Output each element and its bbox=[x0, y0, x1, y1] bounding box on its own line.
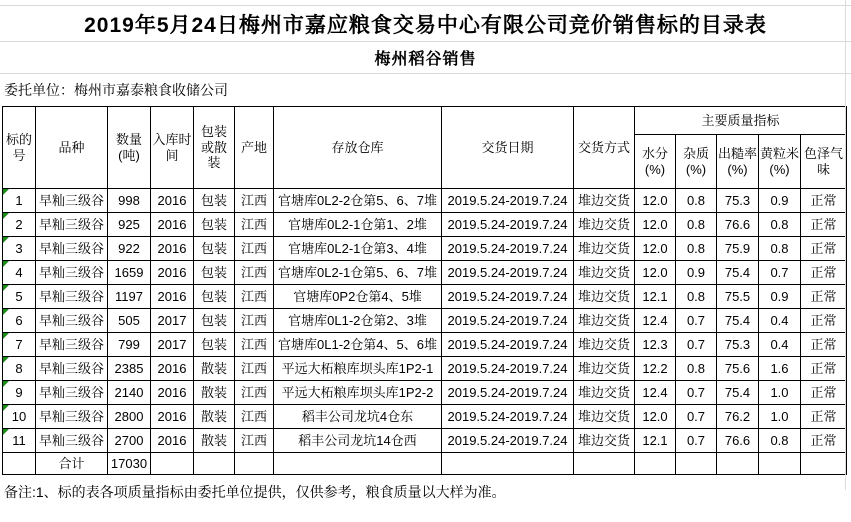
table-row bbox=[3, 237, 847, 261]
col-header-brown-rice-rate: 出糙率(%) bbox=[717, 135, 759, 189]
cell-origin: 江西 bbox=[235, 429, 274, 453]
cell-origin: 江西 bbox=[235, 381, 274, 405]
cell-total-empty bbox=[759, 453, 801, 475]
total-quantity: 17030 bbox=[108, 453, 151, 475]
cell-bid-no: 2 bbox=[3, 213, 36, 237]
cell-quantity-tons: 1197 bbox=[108, 285, 151, 309]
cell-storage-date: 2016 bbox=[151, 285, 194, 309]
cell-warehouse: 稻丰公司龙坑4仓东 bbox=[274, 405, 442, 429]
cell-origin: 江西 bbox=[235, 189, 274, 213]
cell-origin: 江西 bbox=[235, 405, 274, 429]
cell-yellow-grain: 1.0 bbox=[759, 381, 801, 405]
cell-origin: 江西 bbox=[235, 357, 274, 381]
cell-variety: 早籼三级谷 bbox=[36, 429, 108, 453]
cell-impurity: 0.7 bbox=[676, 333, 717, 357]
cell-storage-date: 2016 bbox=[151, 213, 194, 237]
cell-delivery-method: 堆边交货 bbox=[574, 357, 635, 381]
cell-yellow-grain: 0.4 bbox=[759, 309, 801, 333]
col-header-yellow-grain: 黄粒米(%) bbox=[759, 135, 801, 189]
cell-warehouse: 官塘库0P2仓第4、5堆 bbox=[274, 285, 442, 309]
cell-impurity: 0.7 bbox=[676, 381, 717, 405]
cell-packing: 散装 bbox=[194, 357, 235, 381]
col-header-warehouse: 存放仓库 bbox=[274, 107, 442, 189]
col-header-variety: 品种 bbox=[36, 107, 108, 189]
cell-quantity-tons: 2800 bbox=[108, 405, 151, 429]
cell-packing: 包装 bbox=[194, 189, 235, 213]
cell-moisture: 12.4 bbox=[635, 381, 676, 405]
cell-delivery-date: 2019.5.24-2019.7.24 bbox=[442, 405, 574, 429]
cell-total-empty bbox=[151, 453, 194, 475]
cell-variety: 早籼三级谷 bbox=[36, 405, 108, 429]
cell-bid-no: 10 bbox=[3, 405, 36, 429]
cell-storage-date: 2016 bbox=[151, 405, 194, 429]
col-header-packing: 包装或散装 bbox=[194, 107, 235, 189]
cell-quantity-tons: 505 bbox=[108, 309, 151, 333]
cell-color-odor: 正常 bbox=[801, 189, 847, 213]
cell-delivery-method: 堆边交货 bbox=[574, 213, 635, 237]
cell-storage-date: 2017 bbox=[151, 309, 194, 333]
cell-yellow-grain: 0.9 bbox=[759, 189, 801, 213]
cell-yellow-grain: 0.4 bbox=[759, 333, 801, 357]
table-row bbox=[3, 333, 847, 357]
cell-color-odor: 正常 bbox=[801, 309, 847, 333]
cell-packing: 包装 bbox=[194, 285, 235, 309]
cell-storage-date: 2017 bbox=[151, 333, 194, 357]
total-row bbox=[3, 453, 847, 475]
cell-yellow-grain: 1.0 bbox=[759, 405, 801, 429]
cell-bid-no: 6 bbox=[3, 309, 36, 333]
cell-moisture: 12.0 bbox=[635, 189, 676, 213]
cell-quantity-tons: 2700 bbox=[108, 429, 151, 453]
footnote: 备注:1、标的表各项质量指标由委托单位提供，仅供参考，粮食质量以大样为准。 bbox=[4, 484, 506, 500]
cell-brown-rice-rate: 76.6 bbox=[717, 213, 759, 237]
cell-yellow-grain: 1.6 bbox=[759, 357, 801, 381]
cell-color-odor: 正常 bbox=[801, 333, 847, 357]
cell-warehouse: 官塘库0L1-2仓第4、5、6堆 bbox=[274, 333, 442, 357]
cell-bid-no: 8 bbox=[3, 357, 36, 381]
cell-moisture: 12.0 bbox=[635, 261, 676, 285]
cell-bid-no: 3 bbox=[3, 237, 36, 261]
cell-delivery-method: 堆边交货 bbox=[574, 237, 635, 261]
gridline-right-edge bbox=[845, 0, 846, 490]
cell-brown-rice-rate: 75.4 bbox=[717, 261, 759, 285]
cell-packing: 包装 bbox=[194, 261, 235, 285]
col-header-delivery-method: 交货方式 bbox=[574, 107, 635, 189]
cell-moisture: 12.1 bbox=[635, 429, 676, 453]
cell-delivery-date: 2019.5.24-2019.7.24 bbox=[442, 429, 574, 453]
table-row bbox=[3, 381, 847, 405]
cell-packing: 散装 bbox=[194, 381, 235, 405]
cell-storage-date: 2016 bbox=[151, 189, 194, 213]
cell-quantity-tons: 2140 bbox=[108, 381, 151, 405]
cell-storage-date: 2016 bbox=[151, 357, 194, 381]
cell-bid-no: 4 bbox=[3, 261, 36, 285]
table-row bbox=[3, 309, 847, 333]
cell-bid-no: 9 bbox=[3, 381, 36, 405]
cell-color-odor: 正常 bbox=[801, 237, 847, 261]
col-header-quantity-tons: 数量(吨) bbox=[108, 107, 151, 189]
table-row bbox=[3, 189, 847, 213]
cell-total-empty bbox=[801, 453, 847, 475]
table-row bbox=[3, 213, 847, 237]
cell-impurity: 0.7 bbox=[676, 405, 717, 429]
cell-warehouse: 平远大柘粮库坝头库1P2-1 bbox=[274, 357, 442, 381]
cell-total-empty bbox=[442, 453, 574, 475]
col-header-storage-date: 入库时间 bbox=[151, 107, 194, 189]
cell-packing: 散装 bbox=[194, 405, 235, 429]
cell-warehouse: 官塘库0L2-1仓第3、4堆 bbox=[274, 237, 442, 261]
table-row bbox=[3, 405, 847, 429]
cell-packing: 包装 bbox=[194, 237, 235, 261]
cell-delivery-date: 2019.5.24-2019.7.24 bbox=[442, 381, 574, 405]
cell-warehouse: 平远大柘粮库坝头库1P2-2 bbox=[274, 381, 442, 405]
cell-origin: 江西 bbox=[235, 333, 274, 357]
cell-impurity: 0.8 bbox=[676, 213, 717, 237]
cell-total-empty bbox=[194, 453, 235, 475]
cell-delivery-date: 2019.5.24-2019.7.24 bbox=[442, 237, 574, 261]
cell-variety: 早籼三级谷 bbox=[36, 381, 108, 405]
cell-origin: 江西 bbox=[235, 237, 274, 261]
cell-variety: 早籼三级谷 bbox=[36, 237, 108, 261]
cell-delivery-method: 堆边交货 bbox=[574, 405, 635, 429]
cell-variety: 早籼三级谷 bbox=[36, 285, 108, 309]
page-subtitle: 梅州稻谷销售 bbox=[0, 42, 851, 74]
cell-total-empty bbox=[274, 453, 442, 475]
cell-storage-date: 2016 bbox=[151, 237, 194, 261]
col-header-bid-no: 标的号 bbox=[3, 107, 36, 189]
cell-moisture: 12.1 bbox=[635, 285, 676, 309]
cell-quantity-tons: 998 bbox=[108, 189, 151, 213]
table-row bbox=[3, 429, 847, 453]
col-header-delivery-date: 交货日期 bbox=[442, 107, 574, 189]
cell-variety: 早籼三级谷 bbox=[36, 213, 108, 237]
cell-warehouse: 官塘库0L2-1仓第1、2堆 bbox=[274, 213, 442, 237]
cell-quantity-tons: 1659 bbox=[108, 261, 151, 285]
cell-quantity-tons: 925 bbox=[108, 213, 151, 237]
cell-packing: 包装 bbox=[194, 213, 235, 237]
col-header-moisture: 水分(%) bbox=[635, 135, 676, 189]
cell-impurity: 0.7 bbox=[676, 429, 717, 453]
cell-storage-date: 2016 bbox=[151, 381, 194, 405]
cell-total-empty bbox=[676, 453, 717, 475]
cell-delivery-date: 2019.5.24-2019.7.24 bbox=[442, 213, 574, 237]
cell-variety: 早籼三级谷 bbox=[36, 261, 108, 285]
cell-impurity: 0.8 bbox=[676, 237, 717, 261]
cell-packing: 散装 bbox=[194, 429, 235, 453]
cell-delivery-date: 2019.5.24-2019.7.24 bbox=[442, 333, 574, 357]
cell-moisture: 12.0 bbox=[635, 405, 676, 429]
cell-moisture: 12.0 bbox=[635, 213, 676, 237]
cell-brown-rice-rate: 75.4 bbox=[717, 381, 759, 405]
cell-bid-no: 7 bbox=[3, 333, 36, 357]
cell-yellow-grain: 0.8 bbox=[759, 237, 801, 261]
cell-yellow-grain: 0.7 bbox=[759, 261, 801, 285]
cell-delivery-method: 堆边交货 bbox=[574, 261, 635, 285]
cell-color-odor: 正常 bbox=[801, 357, 847, 381]
cell-origin: 江西 bbox=[235, 213, 274, 237]
cell-delivery-date: 2019.5.24-2019.7.24 bbox=[442, 189, 574, 213]
cell-warehouse: 官塘库0L2-1仓第5、6、7堆 bbox=[274, 261, 442, 285]
cell-moisture: 12.4 bbox=[635, 309, 676, 333]
cell-color-odor: 正常 bbox=[801, 213, 847, 237]
table-header bbox=[3, 107, 847, 189]
cell-brown-rice-rate: 76.6 bbox=[717, 429, 759, 453]
cell-yellow-grain: 0.9 bbox=[759, 285, 801, 309]
cell-variety: 早籼三级谷 bbox=[36, 309, 108, 333]
cell-bid-no: 1 bbox=[3, 189, 36, 213]
cell-impurity: 0.7 bbox=[676, 309, 717, 333]
table-footer bbox=[3, 453, 847, 475]
col-header-impurity: 杂质(%) bbox=[676, 135, 717, 189]
cell-delivery-method: 堆边交货 bbox=[574, 285, 635, 309]
col-group-header-quality: 主要质量指标 bbox=[635, 107, 847, 135]
cell-brown-rice-rate: 75.5 bbox=[717, 285, 759, 309]
cell-variety: 早籼三级谷 bbox=[36, 189, 108, 213]
cell-yellow-grain: 0.8 bbox=[759, 213, 801, 237]
cell-warehouse: 官塘库0L2-2仓第5、6、7堆 bbox=[274, 189, 442, 213]
cell-warehouse: 稻丰公司龙坑14仓西 bbox=[274, 429, 442, 453]
table-row bbox=[3, 261, 847, 285]
cell-moisture: 12.3 bbox=[635, 333, 676, 357]
cell-delivery-method: 堆边交货 bbox=[574, 381, 635, 405]
cell-bid-no: 5 bbox=[3, 285, 36, 309]
cell-moisture: 12.2 bbox=[635, 357, 676, 381]
cell-origin: 江西 bbox=[235, 261, 274, 285]
cell-brown-rice-rate: 75.3 bbox=[717, 189, 759, 213]
cell-brown-rice-rate: 75.4 bbox=[717, 309, 759, 333]
cell-bid-no: 11 bbox=[3, 429, 36, 453]
cell-delivery-date: 2019.5.24-2019.7.24 bbox=[442, 309, 574, 333]
cell-variety: 早籼三级谷 bbox=[36, 333, 108, 357]
cell-impurity: 0.8 bbox=[676, 357, 717, 381]
cell-packing: 包装 bbox=[194, 333, 235, 357]
cell-delivery-method: 堆边交货 bbox=[574, 189, 635, 213]
cell-impurity: 0.9 bbox=[676, 261, 717, 285]
total-label: 合计 bbox=[36, 453, 108, 475]
cell-total-empty bbox=[235, 453, 274, 475]
cell-color-odor: 正常 bbox=[801, 429, 847, 453]
table-row bbox=[3, 357, 847, 381]
col-header-color-odor: 色泽气味 bbox=[801, 135, 847, 189]
cell-delivery-date: 2019.5.24-2019.7.24 bbox=[442, 357, 574, 381]
cell-warehouse: 官塘库0L1-2仓第2、3堆 bbox=[274, 309, 442, 333]
cell-brown-rice-rate: 75.9 bbox=[717, 237, 759, 261]
cell-color-odor: 正常 bbox=[801, 261, 847, 285]
cell-variety: 早籼三级谷 bbox=[36, 357, 108, 381]
cell-brown-rice-rate: 75.6 bbox=[717, 357, 759, 381]
page-title: 2019年5月24日梅州市嘉应粮食交易中心有限公司竞价销售标的目录表 bbox=[0, 5, 851, 42]
cell-brown-rice-rate: 75.3 bbox=[717, 333, 759, 357]
cell-storage-date: 2016 bbox=[151, 261, 194, 285]
col-header-origin: 产地 bbox=[235, 107, 274, 189]
cell-total-empty bbox=[635, 453, 676, 475]
cell-delivery-method: 堆边交货 bbox=[574, 333, 635, 357]
cell-storage-date: 2016 bbox=[151, 429, 194, 453]
bid-catalog-table bbox=[2, 106, 847, 475]
cell-brown-rice-rate: 76.2 bbox=[717, 405, 759, 429]
cell-quantity-tons: 922 bbox=[108, 237, 151, 261]
cell-origin: 江西 bbox=[235, 285, 274, 309]
cell-delivery-date: 2019.5.24-2019.7.24 bbox=[442, 261, 574, 285]
cell-delivery-method: 堆边交货 bbox=[574, 309, 635, 333]
consignor-line: 委托单位：梅州市嘉泰粮食收储公司 bbox=[4, 82, 228, 98]
cell-impurity: 0.8 bbox=[676, 285, 717, 309]
table-body bbox=[3, 189, 847, 453]
cell-moisture: 12.0 bbox=[635, 237, 676, 261]
cell-delivery-date: 2019.5.24-2019.7.24 bbox=[442, 285, 574, 309]
cell-quantity-tons: 2385 bbox=[108, 357, 151, 381]
cell-yellow-grain: 0.8 bbox=[759, 429, 801, 453]
cell-color-odor: 正常 bbox=[801, 405, 847, 429]
cell-total-empty-bid-no bbox=[3, 453, 36, 475]
cell-total-empty bbox=[574, 453, 635, 475]
cell-total-empty bbox=[717, 453, 759, 475]
cell-packing: 包装 bbox=[194, 309, 235, 333]
cell-delivery-method: 堆边交货 bbox=[574, 429, 635, 453]
table-row bbox=[3, 285, 847, 309]
cell-impurity: 0.8 bbox=[676, 189, 717, 213]
cell-quantity-tons: 799 bbox=[108, 333, 151, 357]
cell-color-odor: 正常 bbox=[801, 285, 847, 309]
cell-origin: 江西 bbox=[235, 309, 274, 333]
cell-color-odor: 正常 bbox=[801, 381, 847, 405]
